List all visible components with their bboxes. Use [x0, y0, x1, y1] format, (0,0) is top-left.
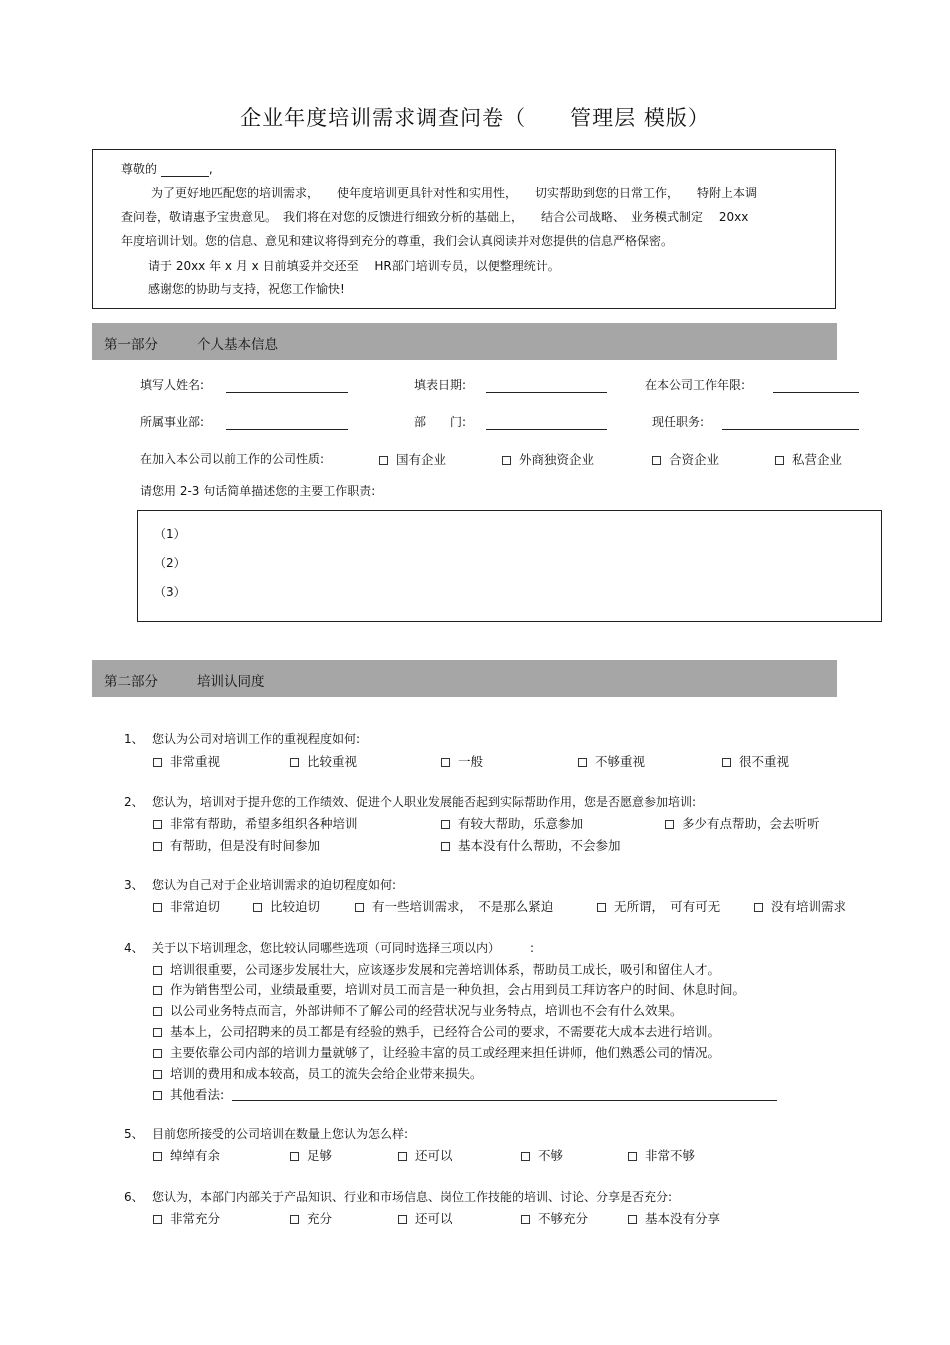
q4-option[interactable]	[153, 1064, 483, 1082]
q5-option[interactable]	[153, 1146, 220, 1164]
part1-header	[92, 323, 837, 360]
checkbox-icon[interactable]	[441, 758, 450, 767]
q1-text: 您认为公司对培训工作的重视程度如何:	[152, 732, 361, 746]
q6-option[interactable]	[521, 1209, 588, 1227]
checkbox-icon[interactable]	[521, 1152, 530, 1161]
date-label: 填表日期:	[414, 378, 467, 392]
checkbox-icon[interactable]	[153, 966, 162, 975]
option-label: 国有企业	[396, 452, 447, 467]
company-option-private[interactable]	[775, 450, 842, 468]
intro-box	[92, 149, 836, 309]
checkbox-icon[interactable]	[290, 758, 299, 767]
q3-text: 您认为自己对于企业培训需求的迫切程度如何:	[152, 878, 397, 892]
q3-option[interactable]	[754, 897, 846, 915]
q2-option[interactable]	[153, 836, 320, 854]
checkbox-icon[interactable]	[355, 903, 364, 912]
q2-option[interactable]	[441, 814, 583, 832]
part1-subtitle: 个人基本信息	[197, 337, 278, 353]
option-label: 非常有帮助，希望多组织各种培训	[170, 816, 358, 831]
intro-line-3: 年度培训计划。您的信息、意见和建议将得到充分的尊重，我们会认真阅读并对您提供的信息严格保密。	[121, 234, 674, 248]
option-label: 非常重视	[170, 754, 221, 769]
option-label: 有一些培训需求， 不是那么紧迫	[372, 899, 554, 914]
checkbox-icon[interactable]	[153, 1070, 162, 1079]
name-field[interactable]	[226, 376, 348, 393]
option-label: 培训的费用和成本较高，员工的流失会给企业带来损失。	[170, 1066, 483, 1081]
duty-2: （2）	[154, 556, 186, 570]
q6-number: 6、	[124, 1190, 144, 1204]
checkbox-icon[interactable]	[754, 903, 763, 912]
q4-option[interactable]	[153, 1022, 720, 1040]
option-label: 绰绰有余	[170, 1148, 221, 1163]
duties-prompt: 请您用 2-3 句话简单描述您的主要工作职责:	[140, 484, 376, 498]
checkbox-icon[interactable]	[153, 1028, 162, 1037]
option-label: 一般	[458, 754, 484, 769]
other-opinion-field[interactable]	[232, 1085, 777, 1101]
checkbox-icon[interactable]	[153, 820, 162, 829]
checkbox-icon[interactable]	[153, 986, 162, 995]
company-option-joint[interactable]	[652, 450, 719, 468]
checkbox-icon[interactable]	[153, 1007, 162, 1016]
option-label: 基本上，公司招聘来的员工都是有经验的熟手，已经符合公司的要求，不需要花大成本去进行培训。	[170, 1024, 721, 1039]
option-label: 比较重视	[307, 754, 358, 769]
checkbox-icon[interactable]	[253, 903, 262, 912]
option-label: 非常充分	[170, 1211, 221, 1226]
option-label: 基本没有分享	[645, 1211, 721, 1226]
option-label: 有帮助，但是没有时间参加	[170, 838, 321, 853]
option-label: 合资企业	[669, 452, 720, 467]
checkbox-icon[interactable]	[290, 1215, 299, 1224]
checkbox-icon[interactable]	[441, 842, 450, 851]
q1-option[interactable]	[722, 752, 789, 770]
intro-line-5: 感谢您的协助与支持，祝您工作愉快!	[148, 282, 345, 296]
checkbox-icon[interactable]	[398, 1152, 407, 1161]
q4-option[interactable]	[153, 980, 745, 998]
option-label: 主要依靠公司内部的培训力量就够了，让经验丰富的员工或经理来担任讲师，他们熟悉公司的情况。	[170, 1045, 721, 1060]
option-label: 其他看法:	[170, 1087, 225, 1102]
option-label: 私营企业	[792, 452, 843, 467]
part2-subtitle: 培训认同度	[197, 674, 265, 690]
option-label: 作为销售型公司，业绩最重要，培训对员工而言是一种负担，会占用到员工拜访客户的时间、休息时间。	[170, 982, 746, 997]
q6-option[interactable]	[153, 1209, 220, 1227]
checkbox-icon[interactable]	[290, 1152, 299, 1161]
duties-box[interactable]	[137, 510, 882, 622]
q4-text: 关于以下培训理念，您比较认同哪些选项（可同时选择三项以内） :	[152, 941, 535, 955]
option-label: 没有培训需求	[771, 899, 847, 914]
q1-option[interactable]	[153, 752, 220, 770]
q6-text: 您认为，本部门内部关于产品知识、行业和市场信息、岗位工作技能的培训、讨论、分享是否充分:	[152, 1190, 673, 1204]
option-label: 不够充分	[538, 1211, 589, 1226]
part2-title: 第二部分	[104, 674, 158, 690]
checkbox-icon[interactable]	[775, 456, 784, 465]
duty-3: （3）	[154, 585, 186, 599]
q4-option-other[interactable]	[153, 1085, 224, 1103]
option-label: 非常迫切	[170, 899, 221, 914]
company-option-state[interactable]	[379, 450, 446, 468]
salutation	[121, 160, 213, 177]
q3-number: 3、	[124, 878, 144, 892]
checkbox-icon[interactable]	[628, 1152, 637, 1161]
option-label: 不够	[538, 1148, 564, 1163]
option-label: 还可以	[415, 1211, 453, 1226]
q3-option[interactable]	[153, 897, 220, 915]
q1-option[interactable]	[441, 752, 483, 770]
q5-number: 5、	[124, 1127, 144, 1141]
option-label: 有较大帮助，乐意参加	[458, 816, 584, 831]
division-field[interactable]	[226, 413, 348, 430]
option-label: 外商独资企业	[519, 452, 595, 467]
checkbox-icon[interactable]	[628, 1215, 637, 1224]
q2-option[interactable]	[153, 814, 358, 832]
q4-option[interactable]	[153, 1043, 720, 1061]
checkbox-icon[interactable]	[665, 820, 674, 829]
salutation-comma: ,	[208, 162, 213, 176]
checkbox-icon[interactable]	[153, 1091, 162, 1100]
q5-text: 目前您所接受的公司培训在数量上您认为怎么样:	[152, 1127, 409, 1141]
intro-line-1: 为了更好地匹配您的培训需求， 使年度培训更具针对性和实用性， 切实帮助到您的日常工作， 特附上本调	[151, 186, 758, 200]
q3-option[interactable]	[355, 897, 553, 915]
checkbox-icon[interactable]	[597, 903, 606, 912]
checkbox-icon[interactable]	[153, 1049, 162, 1058]
q5-option[interactable]	[398, 1146, 453, 1164]
checkbox-icon[interactable]	[578, 758, 587, 767]
option-label: 足够	[307, 1148, 333, 1163]
q1-option[interactable]	[578, 752, 645, 770]
option-label: 充分	[307, 1211, 333, 1226]
checkbox-icon[interactable]	[153, 903, 162, 912]
q6-option[interactable]	[398, 1209, 453, 1227]
checkbox-icon[interactable]	[153, 1152, 162, 1161]
q4-option[interactable]	[153, 1001, 683, 1019]
q1-number: 1、	[124, 732, 144, 746]
q5-option[interactable]	[628, 1146, 695, 1164]
q2-number: 2、	[124, 795, 144, 809]
q6-option[interactable]	[290, 1209, 332, 1227]
part2-header	[92, 660, 837, 697]
date-field[interactable]	[486, 376, 607, 393]
q3-option[interactable]	[253, 897, 320, 915]
checkbox-icon[interactable]	[722, 758, 731, 767]
checkbox-icon[interactable]	[153, 842, 162, 851]
salutation-text: 尊敬的	[121, 162, 158, 176]
company-option-foreign[interactable]	[502, 450, 594, 468]
dept-label: 部 门:	[414, 415, 467, 429]
duty-1: （1）	[154, 527, 186, 541]
checkbox-icon[interactable]	[502, 456, 511, 465]
option-label: 无所谓， 可有可无	[614, 899, 721, 914]
q2-text: 您认为，培训对于提升您的工作绩效、促进个人职业发展能否起到实际帮助作用，您是否愿意参加培训:	[152, 795, 697, 809]
checkbox-icon[interactable]	[153, 1215, 162, 1224]
company-nature-label: 在加入本公司以前工作的公司性质:	[140, 452, 325, 466]
option-label: 多少有点帮助，会去听听	[682, 816, 820, 831]
option-label: 还可以	[415, 1148, 453, 1163]
position-label: 现任职务:	[652, 415, 705, 429]
q2-option[interactable]	[441, 836, 621, 854]
checkbox-icon[interactable]	[652, 456, 661, 465]
dept-field[interactable]	[486, 413, 607, 430]
q5-option[interactable]	[521, 1146, 563, 1164]
option-label: 基本没有什么帮助，不会参加	[458, 838, 621, 853]
option-label: 培训很重要，公司逐步发展壮大，应该逐步发展和完善培训体系，帮助员工成长，吸引和留住人才。	[170, 962, 721, 977]
position-field[interactable]	[722, 413, 859, 430]
option-label: 以公司业务特点而言，外部讲师不了解公司的经营状况与业务特点，培训也不会有什么效果。	[170, 1003, 683, 1018]
checkbox-icon[interactable]	[441, 820, 450, 829]
checkbox-icon[interactable]	[153, 758, 162, 767]
name-label: 填写人姓名:	[140, 378, 205, 392]
intro-line-4: 请于 20xx 年 x 月 x 日前填妥并交还至 HR部门培训专员，以便整理统计。	[148, 259, 560, 273]
checkbox-icon[interactable]	[379, 456, 388, 465]
q4-number: 4、	[124, 941, 144, 955]
checkbox-icon[interactable]	[521, 1215, 530, 1224]
part1-title: 第一部分	[104, 337, 158, 353]
q5-option[interactable]	[290, 1146, 332, 1164]
option-label: 比较迫切	[270, 899, 321, 914]
years-label: 在本公司工作年限:	[645, 378, 746, 392]
q1-option[interactable]	[290, 752, 357, 770]
recipient-name-blank[interactable]	[161, 176, 209, 177]
q3-option[interactable]	[597, 897, 720, 915]
option-label: 很不重视	[739, 754, 790, 769]
q2-option[interactable]	[665, 814, 820, 832]
years-field[interactable]	[773, 376, 859, 393]
document-title: 企业年度培训需求调查问卷（ 管理层 模版）	[240, 106, 710, 130]
option-label: 不够重视	[595, 754, 646, 769]
checkbox-icon[interactable]	[398, 1215, 407, 1224]
division-label: 所属事业部:	[140, 415, 205, 429]
option-label: 非常不够	[645, 1148, 696, 1163]
q6-option[interactable]	[628, 1209, 720, 1227]
intro-line-2: 查问卷，敬请惠予宝贵意见。 我们将在对您的反馈进行细致分析的基础上， 结合公司战略、 业务模式制定 20xx	[121, 210, 749, 224]
q4-option[interactable]	[153, 960, 720, 978]
